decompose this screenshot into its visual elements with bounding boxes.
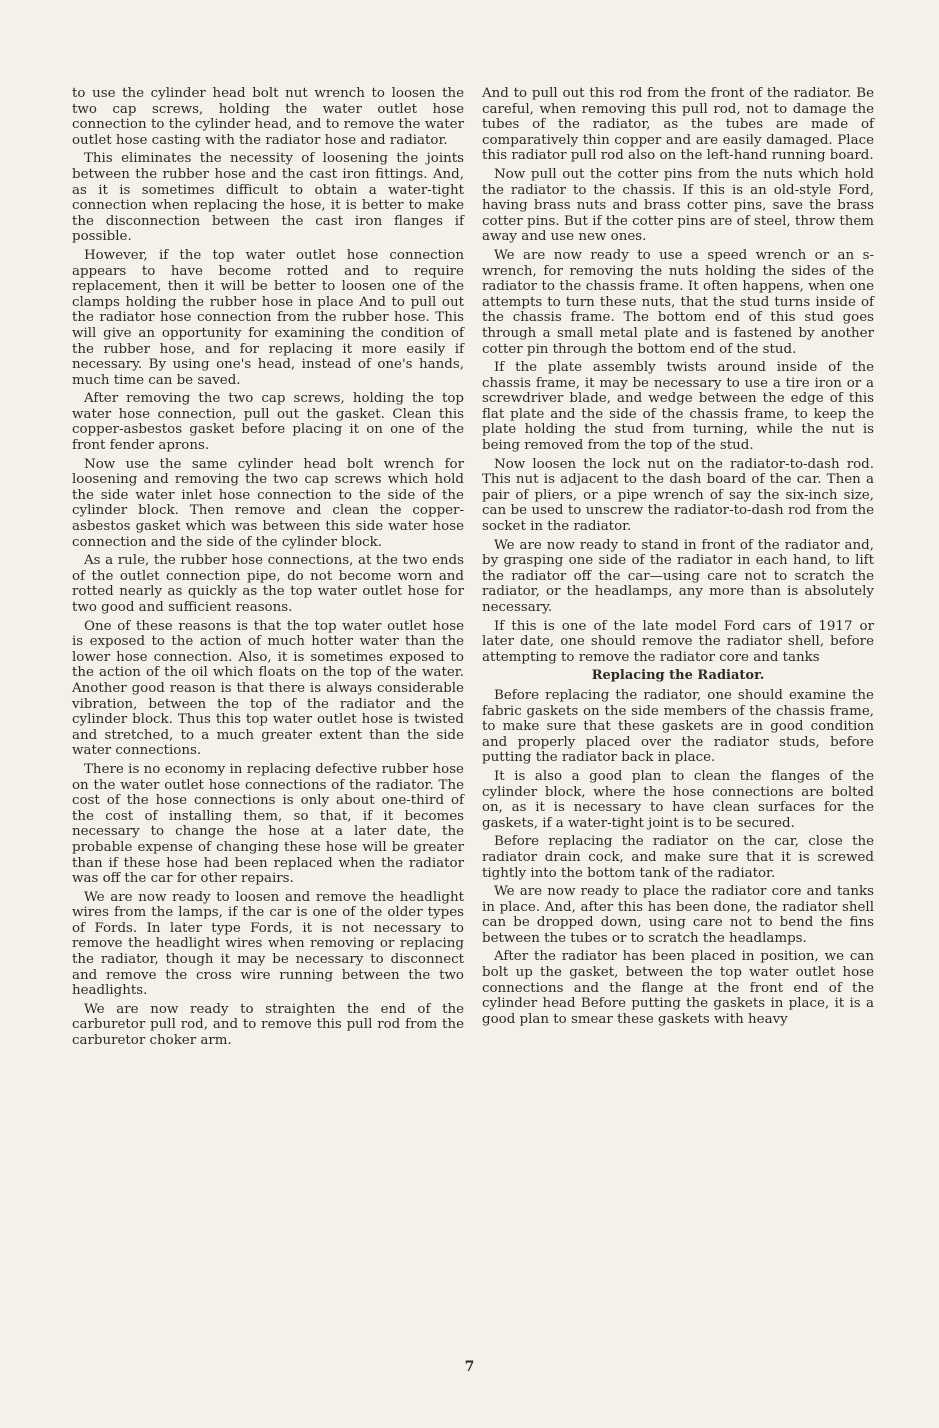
paragraph: One of these reasons is that the top water outlet hose is exposed to the action of much hotter water than the lower hose connection. Also, it is sometimes exposed to the action of the oil which floats on the top of the water. Another good reason is that there is always considerable vibration, between the top of the radiator and the cylinder block. Thus this top water outlet hose is twisted and stretched, to a much greater extent than the side water connections. [72, 618, 464, 759]
paragraph: We are now ready to straighten the end of the carburetor pull rod, and to remove this pull rod from the carburetor choker arm. [72, 1001, 464, 1049]
paragraph: As a rule, the rubber hose connections, at the two ends of the outlet connection pipe, do not become worn and rotted nearly as quickly as the top water outlet hose for two good and sufficient reasons. [72, 553, 464, 615]
paragraph: Before replacing the radiator on the car, close the radiator drain cock, and make sure that it is screwed tightly into the bottom tank of the radiator. [482, 834, 874, 881]
paragraph: We are now ready to loosen and remove the headlight wires from the lamps, if the car is one of the older types of Fords. In later type Fords, it is not necessary to remove the headlight wires when removing or replacing the radiator, though it may be necessary to disconnect and remove the cross wire running between the two headlights. [72, 889, 464, 999]
left-column [72, 86, 464, 1052]
paragraph: After removing the two cap screws, holding the top water hose connection, pull out the gasket. Clean this copper-asbestos gasket before placing it on one of the front fender aprons. [72, 391, 464, 454]
paragraph: And to pull out this rod from the front of the radiator. Be careful, when removing this pull rod, not to damage the tubes of the radiator, as the tubes are made of comparatively thin copper and are easily damaged. Place this radiator pull rod also on the left-hand running board. [482, 86, 874, 164]
paragraph: Before replacing the radiator, one should examine the fabric gaskets on the side members of the chassis frame, to make sure that these gaskets are in good condition and properly placed over the radiator studs, before putting the radiator back in place. [482, 687, 874, 766]
paragraph: However, if the top water outlet hose connection appears to have become rotted and to require replacement, then it will be better to loosen one of the clamps holding the rubber hose in place And to pull out the radiator hose connection from the rubber hose. This will give an opportunity for examining the condition of the rubber hose, and for replacing it more easily if necessary. By using one's head, instead of one's hands, much time can be saved. [72, 247, 464, 388]
paragraph: We are now ready to place the radiator core and tanks in place. And, after this has been done, the radiator shell can be dropped down, using care not to bend the fins between the tubes or to scratch the headlamps. [482, 884, 874, 946]
paragraph: If this is one of the late model Ford cars of 1917 or later date, one should remove the radiator shell, before attempting to remove the radiator core and tanks [482, 618, 874, 665]
paragraph: After the radiator has been placed in position, we can bolt up the gasket, between the top water outlet hose connections and the flange at the front end of the cylinder head Before putting the gaskets in place, it is a good plan to smear these gaskets with heavy [482, 949, 874, 1027]
paragraph: to use the cylinder head bolt nut wrench to loosen the two cap screws, holding the water outlet hose connection to the cylinder head, and to remove the water outlet hose casting with the radiator hose and radiator. [72, 86, 464, 148]
paragraph: There is no economy in replacing defective rubber hose on the water outlet hose connections of the radiator. The cost of the hose connections is only about one-third of the cost of installing them, so that, if it becomes necessary to change the hose at a later date, the probable expense of changing these hose will be greater than if these hose had been replaced when the radiator was off the car for other repairs. [72, 761, 464, 887]
paragraph: Now use the same cylinder head bolt wrench for loosening and removing the two cap screws which hold the side water inlet hose connection to the side of the cylinder block. Then remove and clean the copper-asbestos gasket which was between this side water hose connection and the side of the cylinder block. [72, 456, 464, 550]
paragraph: Now loosen the lock nut on the radiator-to-dash rod. This nut is adjacent to the dash board of the car. Then a pair of pliers, or a pipe wrench of say the six-inch size, can be used to unscrew the radiator-to-dash rod from the socket in the radiator. [482, 456, 874, 535]
right-column [482, 86, 874, 1030]
paragraph: We are now ready to use a speed wrench or an s-wrench, for removing the nuts holding the sides of the radiator to the chassis frame. It often happens, when one attempts to turn these nuts, that the stud turns inside of the chassis frame. The bottom end of this stud goes through a small metal plate and is fastened by another cotter pin through the bottom end of the stud. [482, 247, 874, 357]
section-heading: Replacing the Radiator. [591, 668, 765, 684]
page-number: 7 [464, 1359, 475, 1375]
paragraph: This eliminates the necessity of loosening the joints between the rubber hose and the cast iron fittings. And, as it is sometimes difficult to obtain a water-tight connection when replacing the hose, it is better to make the disconnection between the cast iron flanges if possible. [72, 151, 464, 245]
paragraph: Now pull out the cotter pins from the nuts which hold the radiator to the chassis. If this is an old-style Ford, having brass nuts and brass cotter pins, save the brass cotter pins. But if the cotter pins are of steel, throw them away and use new ones. [482, 166, 874, 245]
paragraph: It is also a good plan to clean the flanges of the cylinder block, where the hose connections are bolted on, as it is necessary to have clean surfaces for the gaskets, if a water-tight joint is to be secured. [482, 768, 874, 831]
paragraph: If the plate assembly twists around inside of the chassis frame, it may be necessary to use a tire iron or a screwdriver blade, and wedge between the edge of this flat plate and the side of the chassis frame, to keep the plate holding the stud from turning, while the nut is being removed from the top of the stud. [482, 360, 874, 454]
paragraph: We are now ready to stand in front of the radiator and, by grasping one side of the radiator in each hand, to lift the radiator off the car—using care not to scratch the radiator, or the headlamps, any more than is absolutely necessary. [482, 537, 874, 615]
